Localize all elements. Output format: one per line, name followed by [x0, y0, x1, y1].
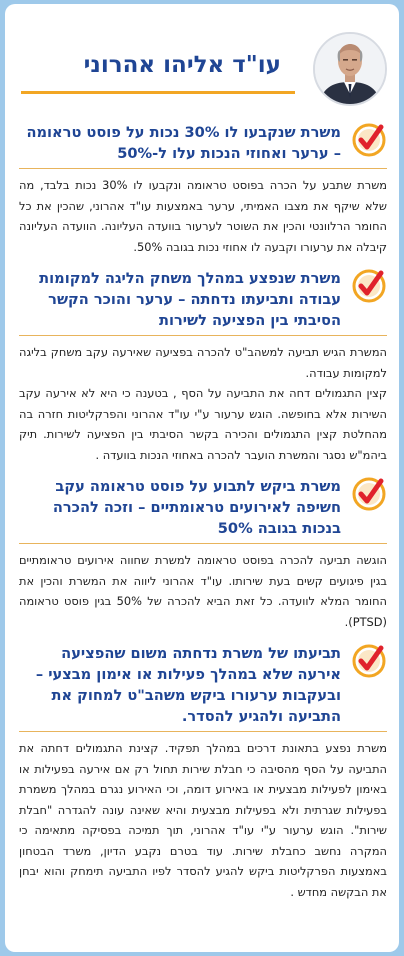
case-section	[19, 122, 387, 257]
section-header	[19, 122, 387, 164]
check-badge-icon	[351, 476, 387, 512]
section-title: תביעתו של משרת נדחתה משום שהפציעה אירעה שלא במהלך פעילות או אימון מבצעי – ובעקבות ערעורו ביקש משהב"ט למחוק את התביעה ולהגיע להסדר.	[35, 645, 341, 725]
page-title: עו"ד אליהו אהרוני	[83, 52, 281, 78]
content	[19, 122, 387, 913]
section-paragraph: המשרת הגיש תביעה למשהב"ט להכרה בפציעה שאירעה עקב משחק בליגה למקומות עבודה.	[19, 345, 387, 380]
case-section	[19, 476, 387, 632]
section-body	[19, 175, 387, 257]
section-header	[19, 268, 387, 331]
page-card	[5, 4, 399, 952]
avatar	[313, 32, 387, 106]
section-paragraph: משרת שתבע על הכרה בפוסט טראומה ונקבעו לו 30% נכות בלבד, מה שלא שיקף את מצבו האמיתי, ערער באמצעות עו"ד אהרוני, שהכין את כל החומר הרלוונטי והכין את השוטר לערעור בוועדה העליונה. הוועדה העליונה קיבלה את ערעורו וקבעה לו אחוזי נכות בגובה 50%.	[19, 178, 388, 254]
section-paragraph: קצין התגמולים דחה את התביעה על הסף , בטענה כי היא לא אירעה עקב השירות אלא בחופשה. הוגש ערעור ע"י עו"ד אהרוני והפרקליטות חזרה בה מהחלטת קצין התגמולים והכירה בקשר הסיבתי בין הפציעה לשירות. תיק ביהמ"ש נסגר והמשרת הועבר להכרה באחוזי הנכות בוועדה .	[19, 386, 387, 462]
section-header	[19, 643, 387, 727]
section-paragraph: הוגשה תביעה להכרה בפוסט טראומה למשרת שחווה אירועים טראומתיים בגין פיגועים קשים בעת שירותו. עו"ד אהרוני ליווה את המשרת והכין את החומר המלא לוועדה. כל זאת הביא להכרה של 50% בגין פוסט טראומה (PTSD).	[19, 553, 388, 629]
section-divider	[19, 731, 387, 732]
case-section	[19, 268, 387, 465]
check-badge-icon	[351, 122, 387, 158]
portrait-illustration	[315, 34, 385, 104]
section-header	[19, 476, 387, 539]
section-paragraph: משרת נפצע בתאונת דרכים במהלך תפקיד. קצינת התגמולים דחתה את התביעה על הסף מהסיבה כי חבלת שירות תחול רק אם אירעה בפעילות או באימון לפעילות מבצעית או באירוע דומה, וכי האירוע נגרם במהלך משמרת בפעילות שגרתית ולא בפעילות מבצעית והיא שאינה עונה להגדרה "חבלת שירות". הוגש ערעור ע"י עו"ד אהרוני, תוך תמיכה בפסיקה מתאימה כי המקרה נחשב כחבלת שירות. עוד בטרם נקבע הדיון, משרד הבטחון באמצעות הפרקליטות ביקש להגיע להסדר לפיו התביעה תימחק והוא יבחן את הבקשה מחדש .	[19, 741, 387, 899]
check-badge-icon	[351, 643, 387, 679]
section-divider	[19, 168, 387, 169]
check-badge-icon	[351, 268, 387, 304]
section-title: משרת שנפצע במהלך משחק הליגה למקומות עבודה ותביעתו נדחתה – ערער והוכר הקשר הסיבתי בין הפציעה לשירות	[39, 270, 341, 329]
header	[5, 4, 399, 128]
header-divider	[21, 91, 295, 94]
section-body	[19, 738, 387, 902]
section-title: משרת ביקש לתבוע על פוסט טראומה עקב חשיפה לאירועים טראומתיים – וזכה להכרה בנכות בגובה 50%	[52, 478, 341, 537]
case-section	[19, 643, 387, 902]
section-title: משרת שנקבעו לו 30% נכות על פוסט טראומה – ערער ואחוזי הנכות עלו ל-50%	[26, 124, 341, 162]
section-divider	[19, 543, 387, 544]
section-body	[19, 342, 387, 465]
section-divider	[19, 335, 387, 336]
section-body	[19, 550, 387, 632]
